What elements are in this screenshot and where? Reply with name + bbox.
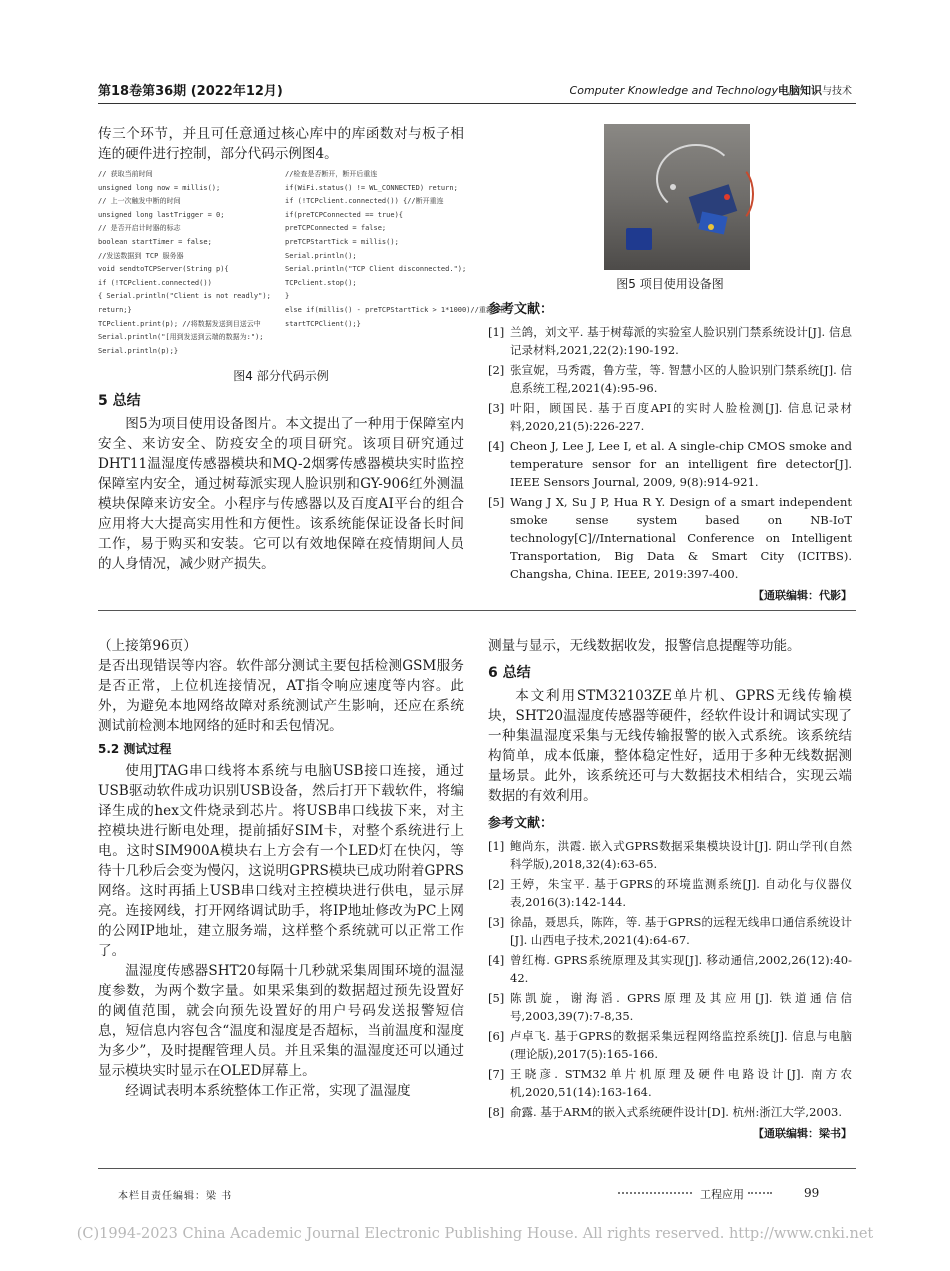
reference-number: [4] — [488, 439, 505, 453]
reference-text: Wang J X, Su J P, Hua R Y. Design of a smart independent smoke sense system based on NB-IoT technology[C]//International Conference on Intelligent Transportation, Big Data & Smart City (ICITBS). Changsha, China. IEEE, 2019:397-400. — [510, 495, 852, 581]
reference-item — [488, 323, 852, 359]
reference-number: [2] — [488, 363, 505, 377]
journal-title-en: Computer Knowledge and Technology — [569, 84, 778, 97]
column-editor: 本栏目责任编辑：梁 书 — [118, 1191, 233, 1202]
code-line: startTCPClient();} — [285, 319, 361, 328]
reference-text: Cheon J, Lee J, Lee I, et al. A single-chip CMOS smoke and temperature sensor for an intelligent fire detector[J]. IEEE Sensors Journal, 2009, 9(8):914-921. — [510, 439, 852, 489]
code-line: unsigned long now = millis(); — [98, 183, 221, 192]
reference-text: 兰鸽，刘文平. 基于树莓派的实验室人脸识别门禁系统设计[J]. 信息记录材料,2021,22(2):190-192. — [510, 325, 852, 357]
reference-item — [488, 875, 852, 911]
continued-paragraph: 测量与显示，无线数据收发，报警信息提醒等功能。 — [488, 638, 801, 654]
references-title-2: 参考文献： — [488, 816, 554, 831]
code-figure — [98, 168, 507, 364]
editor-note-1: 【通联编辑：代影】 — [753, 589, 852, 602]
sensor-paragraph: 温湿度传感器SHT20每隔十几秒就采集周围环境的温湿度参数，为两个数字量。如果采集到的数据超过预先设置好的阈值范围，就会向预先设置好的用户号码发送报警短信息，短信息内容包含“温度和湿度是否超标，当前温度和湿度为多少”，及时提醒管理人员。并且采集的温湿度还可以通过显示模块实时显示在OLED屏幕上。 — [98, 963, 464, 1079]
intro-paragraph: 传三个环节，并且可任意通过核心库中的库函数对与板子相连的硬件进行控制，部分代码示例图4。 — [98, 126, 464, 162]
journal-title-cn: 电脑知识 — [778, 84, 822, 97]
top-right-column — [488, 275, 852, 603]
reference-number: [8] — [488, 1105, 505, 1119]
code-line: } — [285, 292, 290, 301]
code-line: // 是否开启计时器的标志 — [98, 224, 181, 233]
code-line: if (!TCPclient.connected()) — [98, 278, 212, 287]
code-right-column — [285, 168, 507, 331]
code-line: return;} — [98, 305, 132, 314]
code-line: if(preTCPConnected == true){ — [285, 210, 404, 219]
code-line: if(WiFi.status() != WL_CONNECTED) return; — [285, 183, 458, 192]
footer-dots-right — [748, 1192, 772, 1194]
reference-item — [488, 361, 852, 397]
reference-item — [488, 493, 852, 583]
section-5-body: 图5为项目使用设备图片。本文提出了一种用于保障室内安全、来访安全、防疫安全的项目研究。该项目研究通过DHT11温湿度传感器模块和MQ-2烟雾传感器模块实时监控保障室内安全，通过树莓派实现人脸识别和GY-906红外测温模块保障来访安全。小程序与传感器以及百度AI平台的组合应用将大大提高实用性和方便性。该系统能保证设备长时间工作，易于购买和安装。它可以有效地保障在疫情期间人员的人身情况，减少财产损失。 — [98, 416, 464, 572]
continued-note: （上接第96页） — [98, 638, 197, 654]
top-left-summary — [98, 367, 464, 574]
reference-number: [2] — [488, 877, 505, 891]
code-line: Serial.println("TCP Client disconnected."); — [285, 265, 467, 274]
reference-item — [488, 399, 852, 435]
reference-text: 鲍尚东，洪霞. 嵌入式GPRS数据采集模块设计[J]. 阴山学刊(自然科学版),2018,32(4):63-65. — [510, 839, 852, 871]
section-5-title: 5 总结 — [98, 393, 141, 409]
code-line: //发送数据到 TCP 服务器 — [98, 251, 184, 260]
reference-item — [488, 951, 852, 987]
reference-item — [488, 437, 852, 491]
reference-item — [488, 1027, 852, 1063]
reference-text: 徐晶，聂思兵，陈阵，等. 基于GPRS的远程无线串口通信系统设计[J]. 山西电子技术,2021(4):64-67. — [510, 915, 852, 947]
code-line: preTCPConnected = false; — [285, 224, 387, 233]
reference-number: [7] — [488, 1067, 505, 1081]
code-line: TCPclient.print(p); //将数据发送到目送云中 — [98, 319, 261, 328]
testing-process-paragraph: 使用JTAG串口线将本系统与电脑USB接口连接，通过USB驱动软件成功识别USB设备，然后打开下载软件，将编译生成的hex文件烧录到芯片。将USB串口线拔下来，对主控模块进行断电处理，提前插好SIM卡，对整个系统进行上电。这时SIM900A模块右上方会有一个LED灯在快闪，等待十几秒后会变为慢闪，这说明GPRS模块已成功附着GPRS网络。这时再插上USB串口线对主控模块进行供电，显示屏亮。连接网线，打开网络调试助手，将IP地址修改为PC上网的公网IP地址，建立服务端，这样整个系统就可以正常工作了。 — [98, 763, 464, 959]
references-list-2 — [488, 837, 852, 1121]
fig5-caption: 图5 项目使用设备图 — [616, 277, 724, 291]
section-5-2-title: 5.2 测试过程 — [98, 742, 172, 756]
bottom-left-column — [98, 636, 464, 1101]
fig5-device-photo — [604, 124, 750, 270]
journal-title — [570, 82, 852, 98]
journal-title-tail: 与技术 — [822, 86, 852, 97]
reference-text: 叶阳，顾国民. 基于百度API的实时人脸检测[J]. 信息记录材料,2020,21(5):226-227. — [510, 401, 852, 433]
reference-item — [488, 913, 852, 949]
reference-number: [6] — [488, 1029, 505, 1043]
code-line: // 获取当前时间 — [98, 170, 153, 178]
section-6-body: 本文利用STM32103ZE单片机、GPRS无线传输模块，SHT20温湿度传感器等硬件，经软件设计和调试实现了一种集温湿度采集与无线传输报警的嵌入式系统。该系统结构简单，成本低廉，整体稳定性好，适用于多种无线数据测量场景。此外，该系统还可与大数据技术相结合，实现云端数据的有效利用。 — [488, 688, 852, 804]
header-rule — [98, 103, 856, 104]
references-list-1 — [488, 323, 852, 583]
code-line: TCPclient.stop(); — [285, 278, 357, 287]
reference-text: 卢卓飞. 基于GPRS的数据采集远程网络监控系统[J]. 信息与电脑(理论版),2017(5):165-166. — [510, 1029, 852, 1061]
bottom-right-column — [488, 636, 852, 1141]
code-line: void sendtoTCPServer(String p){ — [98, 265, 229, 274]
reference-text: 俞露. 基于ARM的嵌入式系统硬件设计[D]. 杭州:浙江大学,2003. — [510, 1105, 843, 1119]
testing-paragraph: 是否出现错误等内容。软件部分测试主要包括检测GSM服务是否正常，上位机连接情况，AT指令响应速度等内容。此外，为避免本地网络故障对系统测试产生影响，还应在系统测试前检测本地网络的延时和丢包情况。 — [98, 658, 464, 734]
mid-rule — [98, 610, 856, 611]
top-left-intro — [98, 124, 464, 164]
reference-number: [4] — [488, 953, 505, 967]
code-line: unsigned long lastTrigger = 0; — [98, 210, 225, 219]
footer-rule — [98, 1168, 856, 1169]
reference-number: [5] — [488, 991, 505, 1005]
code-line: Serial.println(); — [285, 251, 357, 260]
copyright-watermark: (C)1994-2023 China Academic Journal Electronic Publishing House. All rights reserved. http://www.cnki.net — [76, 1226, 874, 1242]
reference-number: [5] — [488, 495, 505, 509]
code-left-column — [98, 168, 283, 358]
code-line: Serial.println("[用到发送到云端的数据为:"); — [98, 333, 264, 342]
code-line: if (!TCPclient.connected()) {//断开重连 — [285, 197, 444, 206]
reference-item — [488, 1065, 852, 1101]
section-6-title: 6 总结 — [488, 665, 531, 681]
reference-item — [488, 989, 852, 1025]
section-label: 工程应用 — [700, 1188, 744, 1201]
page-number: 99 — [804, 1186, 820, 1200]
reference-text: 曾红梅. GPRS系统原理及其实现[J]. 移动通信,2002,26(12):40-42. — [510, 953, 852, 985]
code-line: boolean startTimer = false; — [98, 237, 212, 246]
code-line: { Serial.println("Client is not readly"); — [98, 292, 271, 301]
code-line: // 上一次触发中断的时间 — [98, 197, 181, 206]
footer-dots-left — [618, 1192, 692, 1194]
reference-number: [3] — [488, 401, 505, 415]
reference-number: [1] — [488, 839, 505, 853]
reference-number: [3] — [488, 915, 505, 929]
reference-number: [1] — [488, 325, 505, 339]
code-line: Serial.println(p);} — [98, 346, 179, 355]
editor-note-2: 【通联编辑：梁书】 — [753, 1127, 852, 1140]
code-line: //检查是否断开，断开后重连 — [285, 170, 378, 178]
reference-text: 张宣妮，马秀霞，鲁方莹，等. 智慧小区的人脸识别门禁系统[J]. 信息系统工程,2021(4):95-96. — [510, 363, 852, 395]
journal-issue: 第18卷第36期 (2022年12月) — [98, 84, 283, 99]
code-line: else if(millis() - preTCPStartTick > 1*1000)//重新连接 — [285, 305, 507, 314]
fig4-caption: 图4 部分代码示例 — [233, 369, 329, 383]
reference-item — [488, 837, 852, 873]
code-line: preTCPStartTick = millis(); — [285, 237, 399, 246]
references-title-1: 参考文献： — [488, 302, 554, 317]
reference-text: 王晓彦. STM32单片机原理及硬件电路设计[J]. 南方农机,2020,51(14):163-164. — [510, 1067, 852, 1099]
reference-text: 陈凯旋，谢海滔. GPRS原理及其应用[J]. 铁道通信信号,2003,39(7):7-8,35. — [510, 991, 852, 1023]
reference-item — [488, 1103, 852, 1121]
debug-paragraph: 经调试表明本系统整体工作正常，实现了温湿度 — [125, 1083, 411, 1099]
reference-text: 王婷，朱宝平. 基于GPRS的环境监测系统[J]. 自动化与仪器仪表,2016(3):142-144. — [510, 877, 852, 909]
